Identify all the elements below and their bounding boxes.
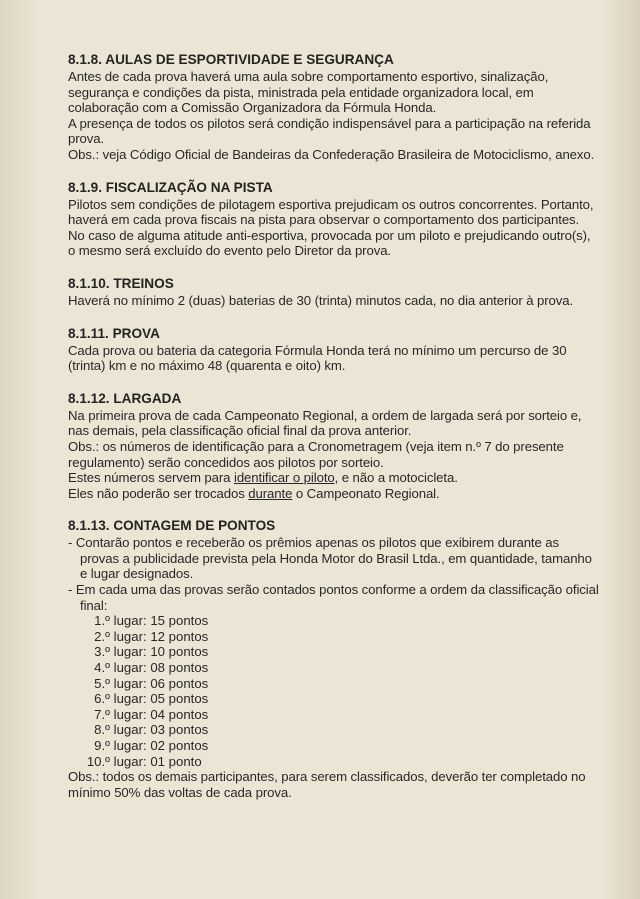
position: 10.º xyxy=(86,753,110,769)
paragraph: Obs.: todos os demais participantes, para serem classificados, deverão ter completado no mínimo 50% das voltas de cada prova. xyxy=(68,769,586,800)
section-heading: 8.1.11. PROVA xyxy=(68,325,160,341)
paragraph xyxy=(68,470,600,486)
bullet-item: - Em cada uma das provas serão contados pontos conforme a ordem da classificação oficial final: xyxy=(68,582,599,613)
text-run: o Campeonato Regional. xyxy=(292,485,440,501)
position: 2.º xyxy=(94,628,110,644)
position: 1.º xyxy=(94,613,110,629)
underlined-text: durante xyxy=(248,485,293,501)
position: 6.º xyxy=(94,691,110,707)
points-text: lugar: 01 ponto xyxy=(113,753,202,769)
bullet-item: - Contarão pontos e receberão os prêmios apenas os pilotos que exibirem durante as provas a publicidade prevista pela Honda Motor do Brasil Ltda., em quantidade, tamanho e lugar designados. xyxy=(68,535,592,582)
paragraph: Haverá no mínimo 2 (duas) baterias de 30 (trinta) minutos cada, no dia anterior à prova. xyxy=(68,292,574,308)
paragraph: Pilotos sem condições de pilotagem esportiva prejudicam os outros concorrentes. Portanto, haverá em cada prova fiscais na pista para observar o comportamento dos participantes. xyxy=(68,196,594,228)
points-text: lugar: 12 pontos xyxy=(113,628,209,644)
points-row xyxy=(78,613,600,629)
points-row xyxy=(78,660,600,676)
section-heading: 8.1.10. TREINOS xyxy=(68,275,174,291)
section-heading: 8.1.12. LARGADA xyxy=(68,390,182,406)
points-text: lugar: 06 pontos xyxy=(113,675,209,691)
points-row xyxy=(78,629,600,645)
underlined-text: identificar o piloto xyxy=(233,470,335,486)
paragraph: Antes de cada prova haverá uma aula sobre comportamento esportivo, sinalização, segurança e condições da pista, ministrada pela entidade organizadora local, em colaboração com a Comissão Organizadora da Fórmula Honda. xyxy=(68,69,549,116)
paragraph: No caso de alguma atitude anti-esportiva, provocada por um piloto e prejudicando outro(s), o mesmo será excluído do evento pelo Diretor da prova. xyxy=(68,227,591,259)
points-row xyxy=(78,644,600,660)
points-row xyxy=(78,676,600,692)
points-row xyxy=(78,722,600,738)
points-text: lugar: 03 pontos xyxy=(113,722,209,738)
paragraph: A presença de todos os pilotos será condição indispensável para a participação na referida prova. xyxy=(68,115,591,147)
paragraph: Obs.: os números de identificação para a Cronometragem (veja item n.º 7 do presente regulamento) serão concedidos aos pilotos por sorteio. xyxy=(68,438,564,470)
position: 8.º xyxy=(94,722,110,738)
position: 3.º xyxy=(94,644,110,660)
points-text: lugar: 10 pontos xyxy=(113,644,209,660)
section-heading: 8.1.8. AULAS DE ESPORTIVIDADE E SEGURANÇA xyxy=(68,52,394,67)
position: 5.º xyxy=(94,675,110,691)
paragraph: Obs.: veja Código Oficial de Bandeiras da Confederação Brasileira de Motociclismo, anexo. xyxy=(68,146,595,162)
paragraph xyxy=(68,486,600,502)
paragraph: Cada prova ou bateria da categoria Fórmula Honda terá no mínimo um percurso de 30 (trinta) km e no máximo 48 (quarenta e oito) km. xyxy=(68,342,567,374)
section-heading: 8.1.13. CONTAGEM DE PONTOS xyxy=(68,518,276,534)
section-prova xyxy=(68,326,600,374)
points-text: lugar: 04 pontos xyxy=(113,706,209,722)
position: 9.º xyxy=(94,738,110,753)
position: 4.º xyxy=(94,660,110,676)
section-contagem xyxy=(68,518,600,800)
points-row xyxy=(78,691,600,707)
points-row xyxy=(78,754,600,770)
text-run: Eles não poderão ser trocados xyxy=(68,485,249,501)
section-treinos xyxy=(68,276,600,309)
points-row xyxy=(78,738,600,754)
text-run: , e não a motocicleta. xyxy=(334,470,458,486)
points-text: lugar: 05 pontos xyxy=(113,691,209,707)
paragraph: Na primeira prova de cada Campeonato Regional, a ordem de largada será por sorteio e, nas demais, pela classificação oficial final da prova anterior. xyxy=(68,407,582,439)
section-heading: 8.1.9. FISCALIZAÇÃO NA PISTA xyxy=(68,179,273,195)
section-aulas xyxy=(68,52,600,163)
points-text: lugar: 15 pontos xyxy=(113,613,209,629)
text-run: Estes números servem para xyxy=(68,470,234,486)
points-row xyxy=(78,707,600,723)
points-list xyxy=(68,613,600,769)
points-text: lugar: 08 pontos xyxy=(113,660,209,676)
position: 7.º xyxy=(94,706,110,722)
points-text: lugar: 02 pontos xyxy=(113,738,209,753)
section-largada xyxy=(68,391,600,502)
section-fiscalizacao xyxy=(68,180,600,259)
